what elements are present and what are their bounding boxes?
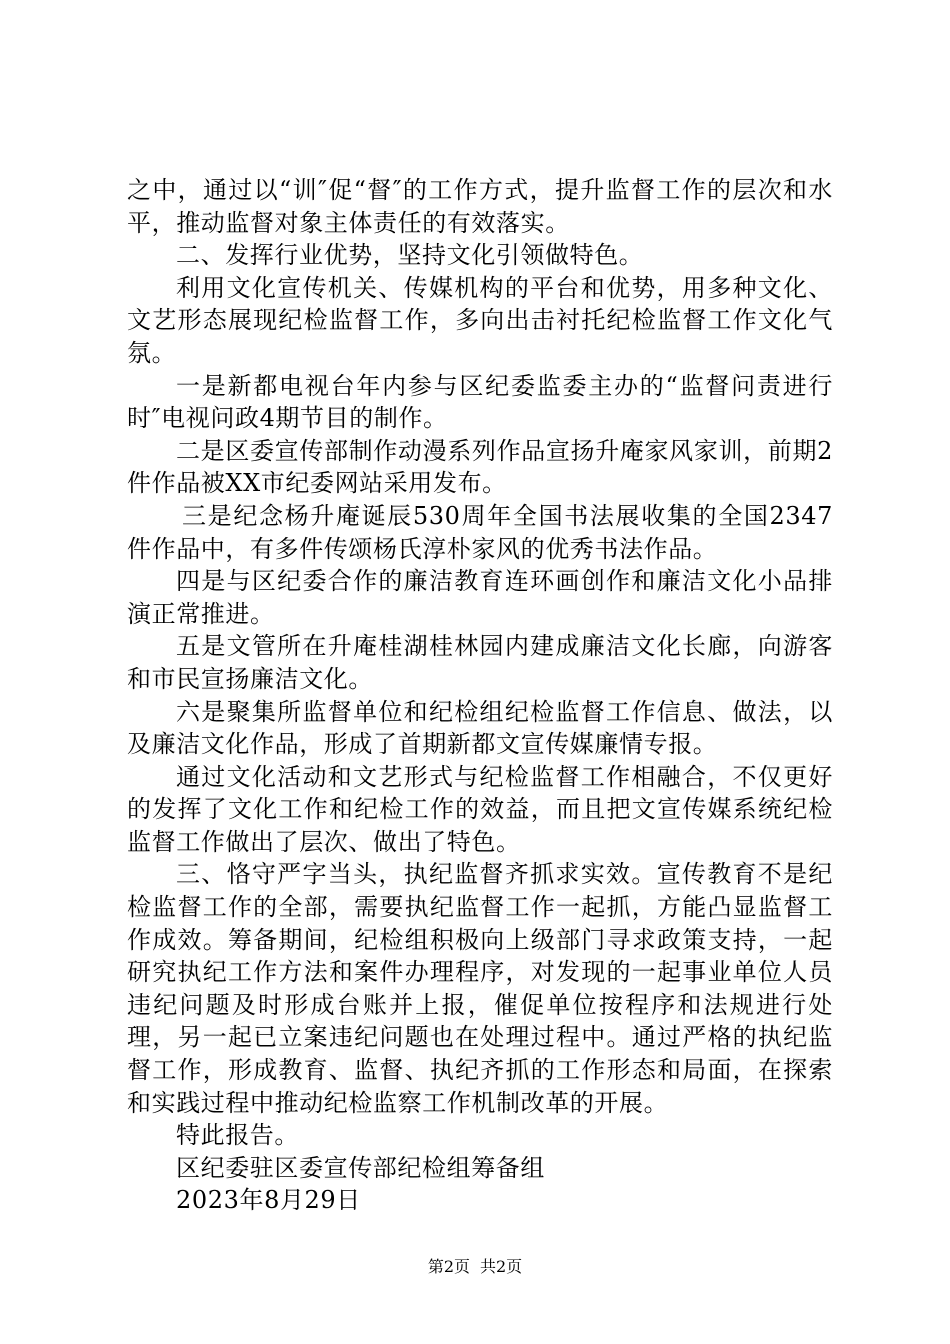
list-item-4: 四是与区纪委合作的廉洁教育连环画创作和廉洁文化小品排演正常推进。: [127, 567, 833, 628]
paragraph: 通过文化活动和文艺形式与纪检监督工作相融合，不仅更好的发挥了文化工作和纪检工作的效益，而且把文宣传媒系统纪检监督工作做出了层次、做出了特色。: [127, 762, 833, 856]
list-item-6: 六是聚集所监督单位和纪检组纪检监督工作信息、做法，以及廉洁文化作品，形成了首期新都文宣传媒廉情专报。: [127, 697, 833, 759]
page-number: 第2页: [427, 1257, 470, 1276]
paragraph-continuation: 之中，通过以“训″促“督″的工作方式，提升监督工作的层次和水平，推动监督对象主体责任的有效落实。: [127, 176, 833, 237]
signature-date: 2023年8月29日: [176, 1186, 361, 1215]
list-item-5: 五是文管所在升庵桂湖桂林园内建成廉洁文化长廊，向游客和市民宣扬廉洁文化。: [127, 632, 833, 693]
signature-organization: 区纪委驻区委宣传部纪检组筹备组: [176, 1153, 545, 1182]
list-item-2: 二是区委宣传部制作动漫系列作品宣扬升庵家风家训，前期2件作品被XX市纪委网站采用发布。: [127, 436, 833, 498]
list-item-3: 三是纪念杨升庵诞辰530周年全国书法展收集的全国2347件作品中，有多件传颂杨氏淳朴家风的优秀书法作品。: [127, 501, 833, 563]
page-total: 共2页: [480, 1257, 523, 1276]
list-item-1: 一是新都电视台年内参与区纪委监委主办的“监督问责进行时″电视问政4期节目的制作。: [127, 371, 833, 433]
section-heading-3: 三、恪守严字当头，执纪监督齐抓求实效。宣传教育不是纪检监督工作的全部，需要执纪监督工作一起抓，方能凸显监督工作成效。筹备期间，纪检组积极向上级部门寻求政策支持，一起研究执纪工作方法和案件办理程序，对发现的一起事业单位人员违纪问题及时形成台账并上报，催促单位按程序和法规进行处理，另一起已立案违纪问题也在处理过程中。通过严格的执纪监督工作，形成教育、监督、执纪齐抓的工作形态和局面，在探索和实践过程中推动纪检监察工作机制改革的开展。: [127, 860, 833, 1117]
section-heading-2: 二、发挥行业优势，坚持文化引领做特色。: [176, 241, 644, 270]
closing-remark: 特此报告。: [176, 1121, 299, 1150]
document-body: [127, 174, 833, 1217]
page-footer: [0, 1257, 950, 1277]
paragraph: 利用文化宣传机关、传媒机构的平台和优势，用多种文化、文艺形态展现纪检监督工作，多向出击衬托纪检监督工作文化气氛。: [127, 273, 833, 367]
